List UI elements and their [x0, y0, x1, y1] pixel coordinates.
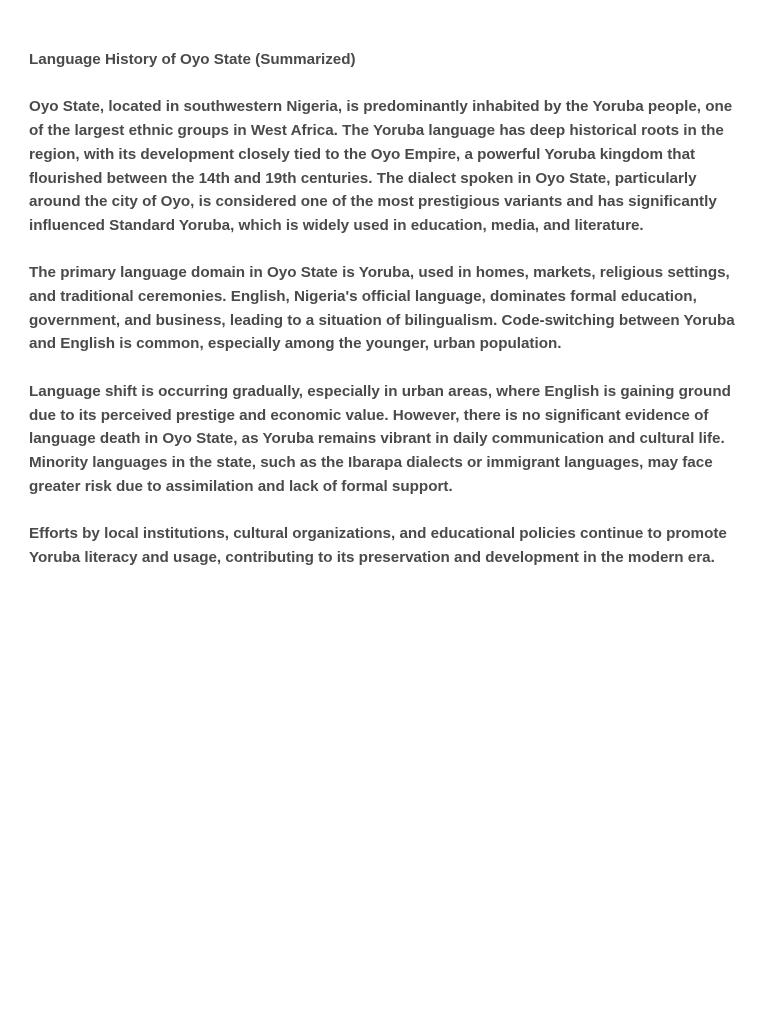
document-title: Language History of Oyo State (Summarized)	[29, 51, 356, 68]
paragraph-language-shift: Language shift is occurring gradually, especially in urban areas, where English is gaining ground due to its perceived prestige and economic value. However, there is no significant evidence of language death in Oyo State, as Yoruba remains vibrant in daily communication and cultural life. Minority languages in the state, such as the Ibarapa dialects or immigrant languages, may face greater risk due to assimilation and lack of formal support.	[29, 382, 731, 495]
paragraph-origins: Oyo State, located in southwestern Nigeria, is predominantly inhabited by the Yoruba people, one of the largest ethnic groups in West Africa. The Yoruba language has deep historical roots in the region, with its development closely tied to the Oyo Empire, a powerful Yoruba kingdom that flourished between the 14th and 19th centuries. The dialect spoken in Oyo State, particularly around the city of Oyo, is considered one of the most prestigious variants and has significantly influenced Standard Yoruba, which is widely used in education, media, and literature.	[29, 98, 733, 234]
paragraph-language-domain: The primary language domain in Oyo State is Yoruba, used in homes, markets, religious settings, and traditional ceremonies. English, Nigeria's official language, dominates formal education, government, and business, leading to a situation of bilingualism. Code-switching between Yoruba and English is common, especially among the younger, urban population.	[29, 264, 735, 353]
document-body	[29, 48, 744, 593]
paragraph-preservation: Efforts by local institutions, cultural organizations, and educational policies continue to promote Yoruba literacy and usage, contributing to its preservation and development in the modern era.	[29, 525, 727, 566]
